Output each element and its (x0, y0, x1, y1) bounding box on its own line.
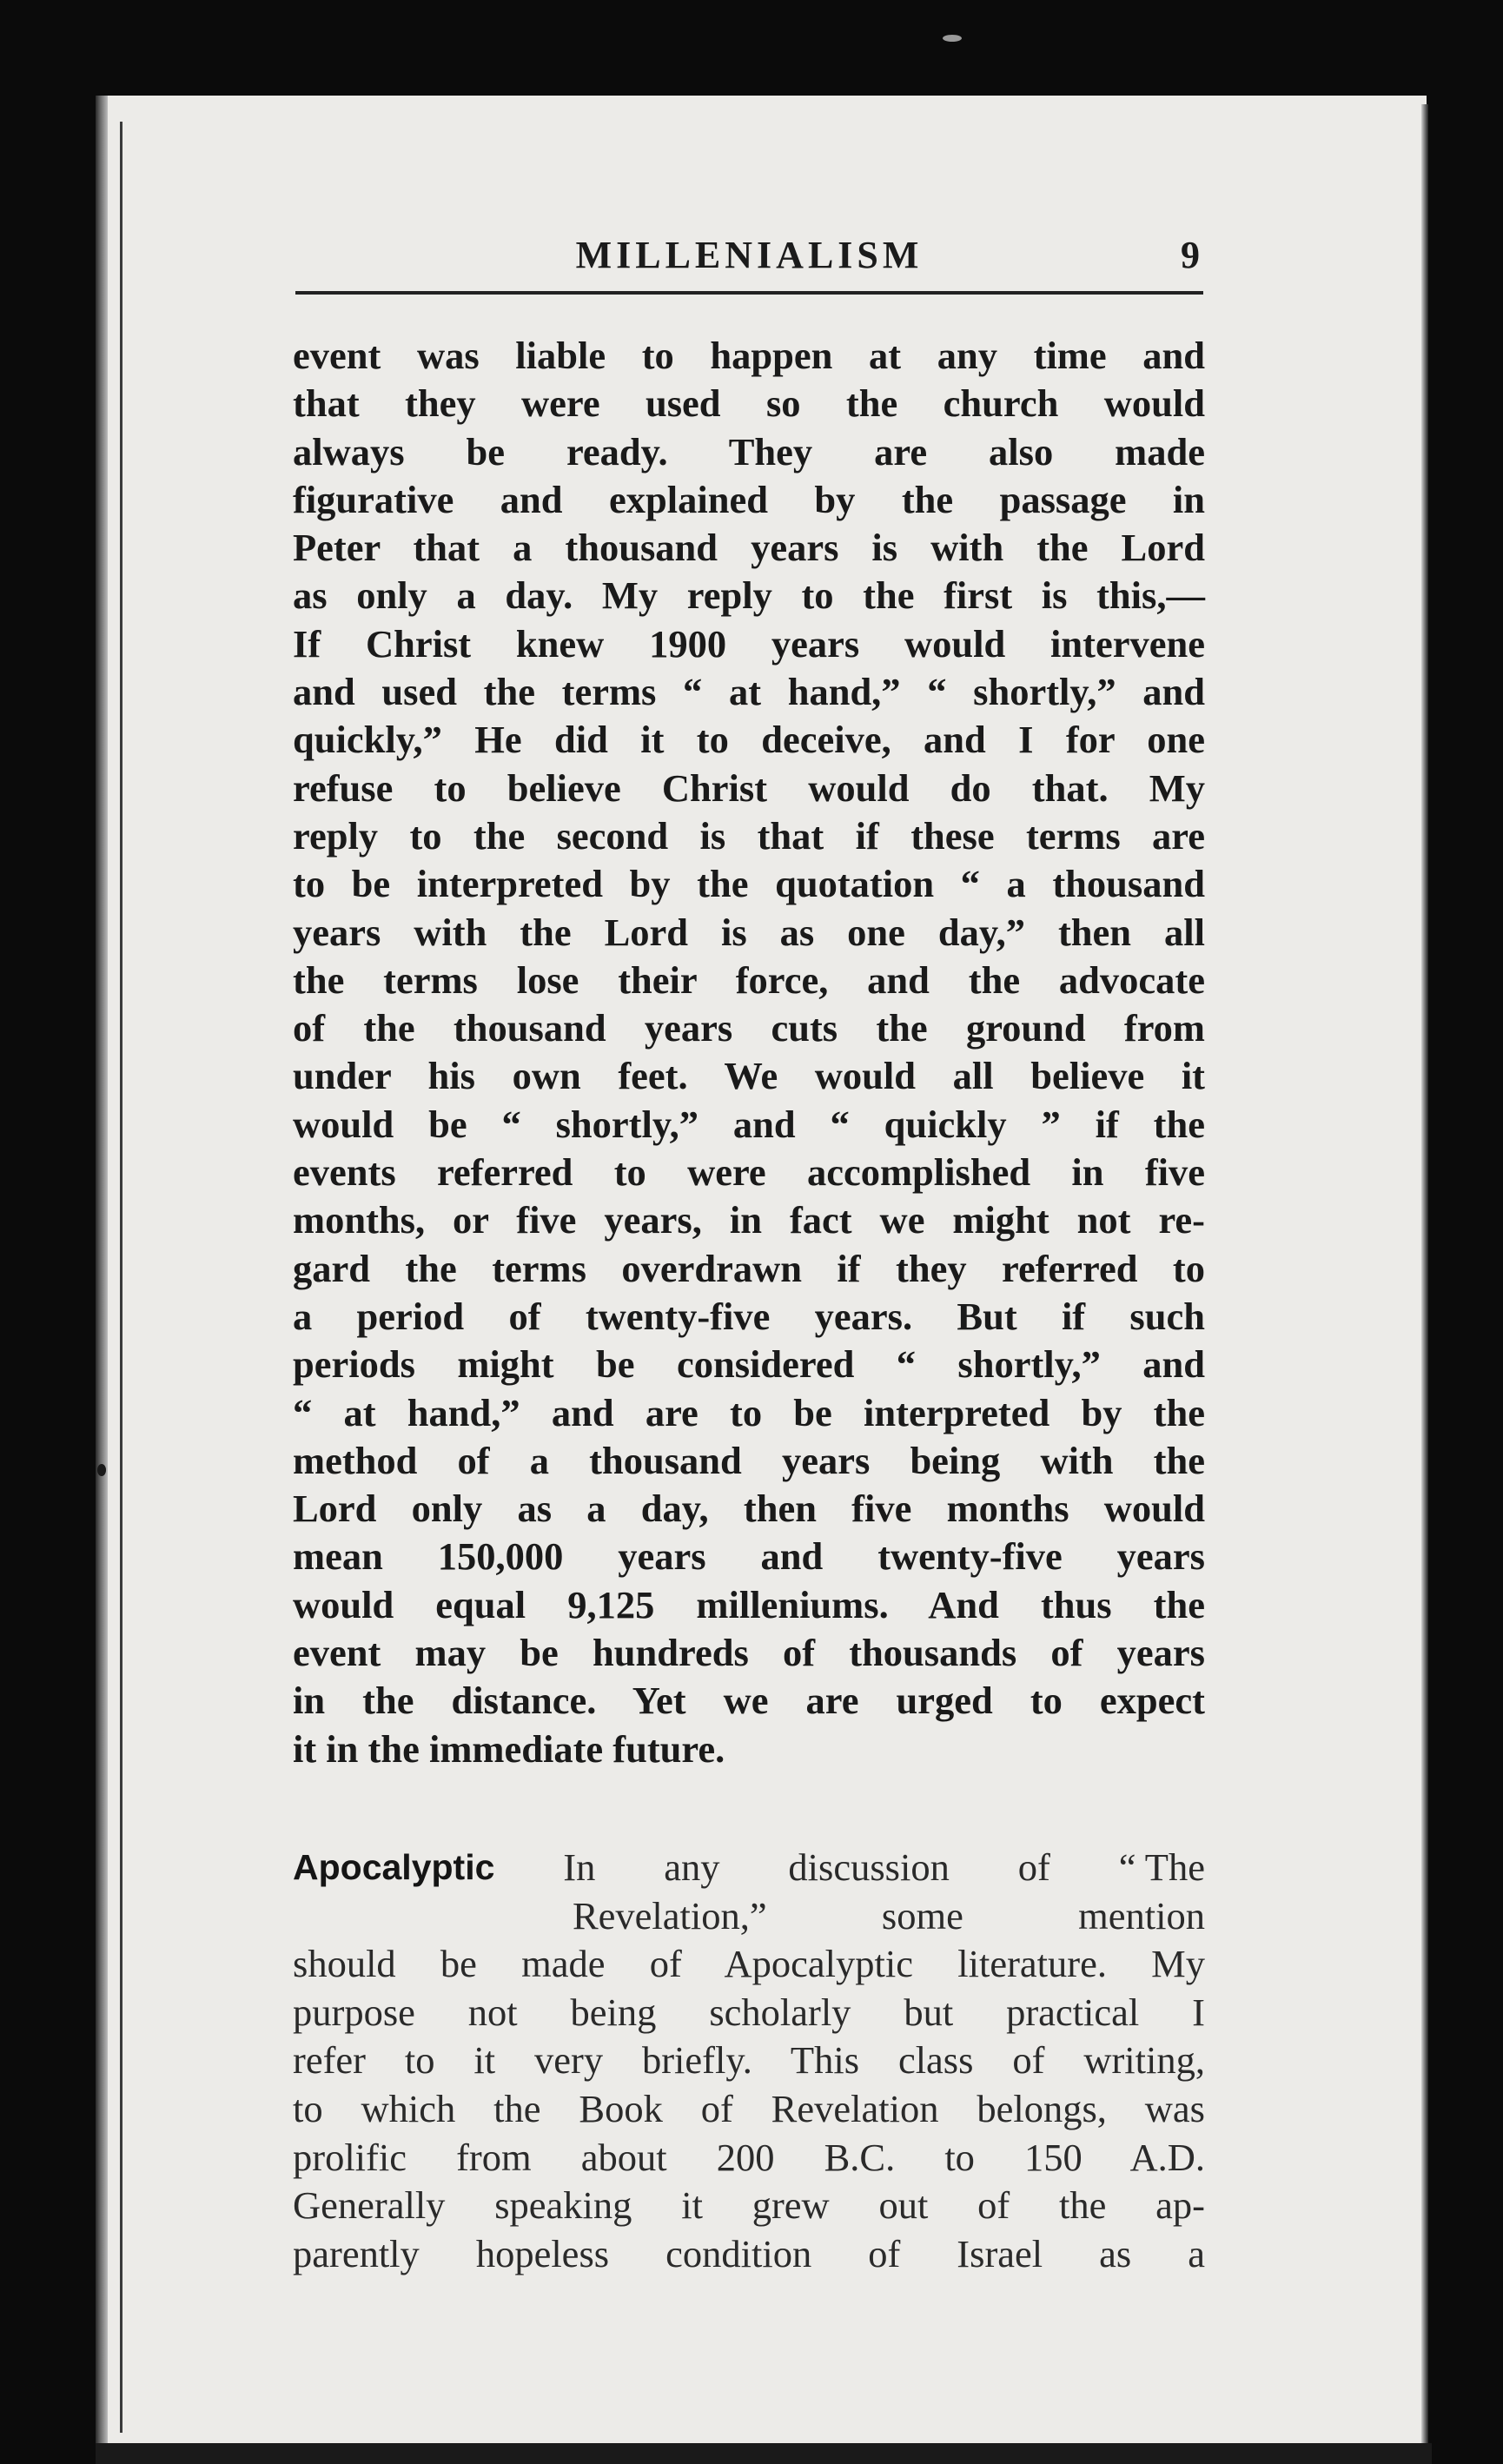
text-line: Revelation,” some mention (573, 1893, 1205, 1937)
body-paragraph (293, 332, 1205, 1773)
text-line: to which the Book of Revelation belongs, was (293, 2086, 1205, 2130)
text-line: event may be hundreds of thousands of years (293, 1631, 1205, 1675)
text-line: reply to the second is that if these terms are (293, 813, 1205, 858)
scan-speck (943, 35, 962, 42)
section-first-line (293, 1844, 1205, 1892)
text-line: the terms lose their force, and the advocate (293, 957, 1205, 1002)
text-line: would equal 9,125 milleniums. And thus the (293, 1582, 1205, 1626)
text-line: refer to it very briefly. This class of writing, (293, 2038, 1205, 2083)
text-line: refuse to believe Christ would do that. My (293, 765, 1205, 810)
text-line: it in the immediate future. (293, 1726, 725, 1771)
page-edge-right (1421, 104, 1428, 2464)
text-line: events referred to were accomplished in five (293, 1150, 1205, 1195)
word: “ The (1118, 1845, 1205, 1889)
text-line: purpose not being scholarly but practical I (293, 1990, 1205, 2034)
text-line: to be interpreted by the quotation “ a thousand (293, 862, 1205, 906)
text-line: event was liable to happen at any time and (293, 334, 1205, 377)
text-line: method of a thousand years being with the (293, 1438, 1205, 1482)
page-number: 9 (1181, 234, 1200, 276)
text-line: months, or five years, in fact we might not re- (293, 1198, 1205, 1242)
text-line: quickly,” He did it to deceive, and I for one (293, 718, 1205, 762)
text-line: years with the Lord is as one day,” then all (293, 910, 1205, 954)
word: discussion (788, 1845, 950, 1889)
header-rule (295, 291, 1203, 295)
running-title: MILLENIALISM (575, 234, 924, 276)
text-line: mean 150,000 years and twenty-five years (293, 1534, 1205, 1579)
text-line: Lord only as a day, then five months would (293, 1487, 1205, 1531)
text-line: of the thousand years cuts the ground from (293, 1006, 1205, 1050)
text-line: figurative and explained by the passage in (293, 477, 1205, 521)
text-line: If Christ knew 1900 years would intervene (293, 621, 1205, 666)
text-line: periods might be considered “ shortly,” and (293, 1342, 1205, 1387)
text-line: a period of twenty-five years. But if such (293, 1294, 1205, 1338)
text-line: always be ready. They are also made (293, 429, 1205, 474)
text-line: Generally speaking it grew out of the ap- (293, 2183, 1205, 2228)
page-spine-edge (96, 96, 108, 2464)
text-line: would be “ shortly,” and “ quickly ” if the (293, 1102, 1205, 1146)
text-line: as only a day. My reply to the first is this,— (293, 573, 1205, 618)
word: any (664, 1845, 720, 1889)
scan-border-right (1427, 70, 1503, 2464)
text-line: “ at hand,” and are to be interpreted by the (293, 1390, 1205, 1434)
scan-speck (97, 1464, 106, 1476)
text-line: prolific from about 200 B.C. to 150 A.D. (293, 2135, 1205, 2179)
apocalyptic-section (293, 1844, 1205, 2278)
scan-border-bottom (96, 2443, 1432, 2464)
text-line: parently hopeless condition of Israel as a (293, 2231, 1205, 2275)
text-line: that they were used so the church would (293, 381, 1205, 426)
text-line: Peter that a thousand years is with the Lord (293, 526, 1205, 570)
side-heading: Apocalyptic (293, 1847, 495, 1887)
running-header (295, 228, 1203, 288)
word: In (563, 1845, 596, 1889)
text-line: and used the terms “ at hand,” “ shortly,” and (293, 670, 1205, 714)
binding-line (120, 122, 122, 2433)
text-line: in the distance. Yet we are urged to expect (293, 1679, 1205, 1723)
text-line: gard the terms overdrawn if they referred to (293, 1246, 1205, 1290)
word: of (1017, 1845, 1050, 1889)
text-line: should be made of Apocalyptic literature. My (293, 1942, 1205, 1986)
text-line: under his own feet. We would all believe it (293, 1054, 1205, 1098)
